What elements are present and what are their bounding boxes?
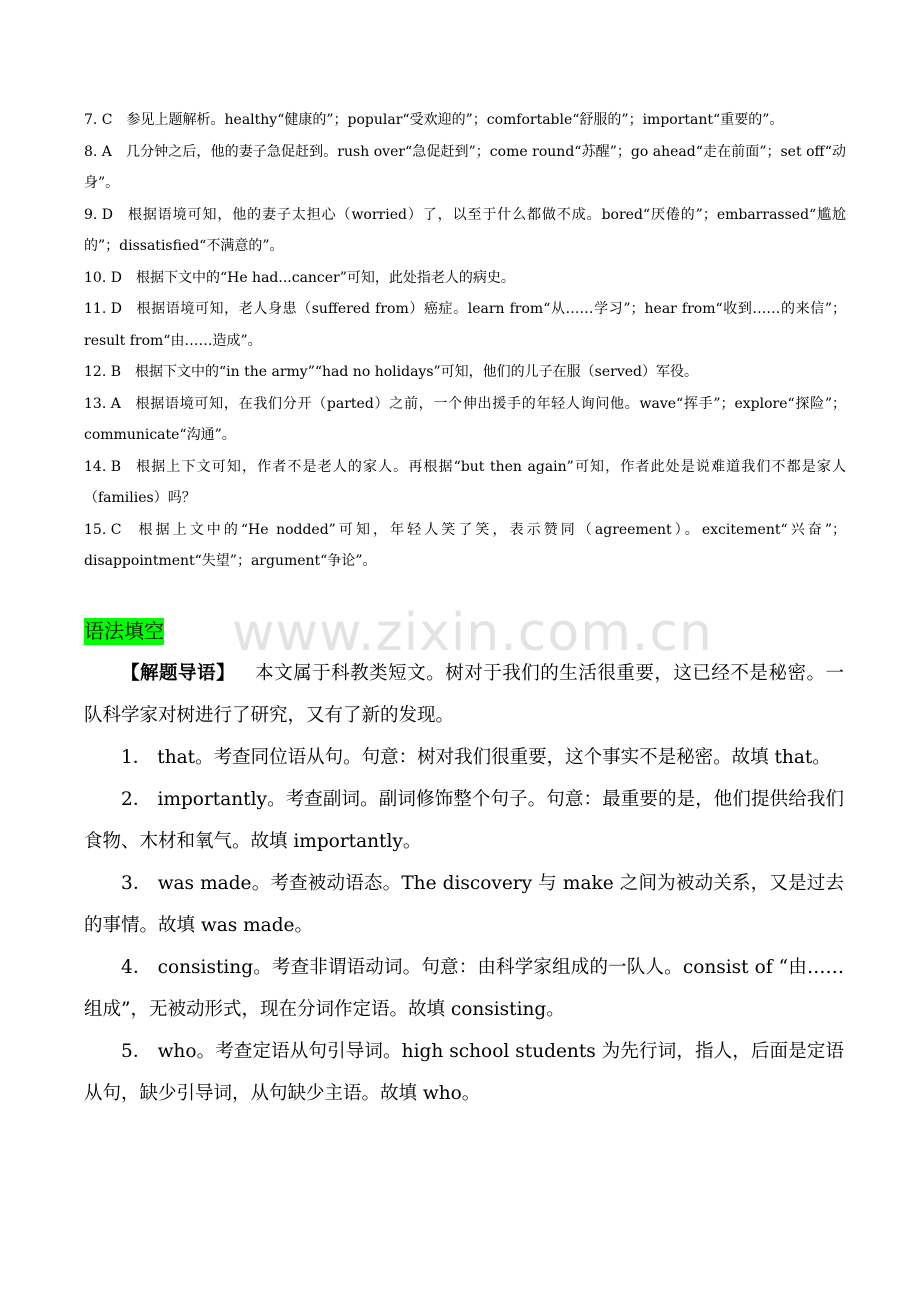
answer-number: 7. C <box>84 112 113 128</box>
answer-number: 13. A <box>84 395 121 412</box>
grammar-fill-section <box>84 618 844 1115</box>
answer-text: 根据下文中的“in the army”“had no holidays”可知，他们的儿子在服（served）军役。 <box>135 364 698 380</box>
answer-text: 根据语境可知，老人身患（suffered from）癌症。learn from“从……学习”；hear from“收到……的来信”；result from“由……造成”。 <box>84 301 846 349</box>
solution-number: 5． <box>121 1041 152 1062</box>
answer-item <box>84 200 846 263</box>
answer-text: 根据上下文可知，作者不是老人的家人。再根据“but then again”可知，作者此处是说难道我们不都是家人（families）吗？ <box>84 458 846 506</box>
solution-item <box>84 1031 844 1115</box>
solution-item <box>84 863 844 947</box>
solution-item <box>84 947 844 1031</box>
section-title: 语法填空 <box>84 619 164 643</box>
answer-number: 11. D <box>84 301 122 317</box>
solution-number: 2． <box>121 789 152 810</box>
answer-text: 根据语境可知，在我们分开（parted）之前，一个伸出援手的年轻人询问他。wave“挥手”；explore“探险”；communicate“沟通”。 <box>84 395 846 443</box>
answer-number: 14. B <box>84 458 122 475</box>
solution-text: importantly。考查副词。副词修饰整个句子。句意：最重要的是，他们提供给我们食物、木材和氧气。故填 importantly。 <box>84 789 844 852</box>
guide-label: 【解题导语】 <box>121 663 236 684</box>
answer-text: 参见上题解析。healthy“健康的”；popular“受欢迎的”；comfortable“舒服的”；important“重要的”。 <box>126 112 784 128</box>
solution-text: that。考查同位语从句。句意：树对我们很重要，这个事实不是秘密。故填 that。 <box>157 747 831 768</box>
solution-item <box>84 737 844 779</box>
answer-item <box>84 294 846 357</box>
guide-text: 本文属于科教类短文。树对于我们的生活很重要，这已经不是秘密。一队科学家对树进行了研究，又有了新的发现。 <box>84 663 844 726</box>
solution-item <box>84 779 844 863</box>
solution-number: 1． <box>121 747 152 768</box>
answer-item <box>84 105 846 137</box>
answer-number: 15. C <box>84 521 122 538</box>
solution-number: 4． <box>121 957 152 978</box>
answer-text: 根据上文中的“He nodded”可知，年轻人笑了笑，表示赞同（agreement）。excitement“兴奋”；disappointment“失望”；argument“争论”。 <box>84 521 846 569</box>
answer-item <box>84 515 846 578</box>
answer-number: 8. A <box>84 143 112 160</box>
answer-text: 根据下文中的“He had...cancer”可知，此处指老人的病史。 <box>135 269 515 286</box>
guide-paragraph <box>84 653 844 737</box>
solution-text: was made。考查被动语态。The discovery 与 make 之间为被动关系，又是过去的事情。故填 was made。 <box>84 873 844 936</box>
answer-item <box>84 389 846 452</box>
answer-item <box>84 452 846 515</box>
answer-number: 9. D <box>84 206 114 223</box>
answer-item <box>84 137 846 200</box>
solution-text: consisting。考查非谓语动词。句意：由科学家组成的一队人。consist of “由……组成”，无被动形式，现在分词作定语。故填 consisting。 <box>84 957 844 1020</box>
answer-explanations <box>84 105 846 578</box>
answer-item <box>84 263 846 295</box>
answer-item <box>84 357 846 389</box>
answer-number: 12. B <box>84 364 122 380</box>
solution-text: who。考查定语从句引导词。high school students 为先行词，指人，后面是定语从句，缺少引导词，从句缺少主语。故填 who。 <box>84 1041 844 1104</box>
watermark: www.zixin.com.cn <box>232 603 713 663</box>
answer-text: 根据语境可知，他的妻子太担心（worried）了，以至于什么都做不成。bored“厌倦的”；embarrassed“尴尬的”；dissatisfied“不满意的”。 <box>84 206 846 254</box>
solution-number: 3． <box>121 873 152 894</box>
answer-text: 几分钟之后，他的妻子急促赶到。rush over“急促赶到”；come round“苏醒”；go ahead“走在前面”；set off“动身”。 <box>84 143 846 191</box>
answer-number: 10. D <box>84 269 122 286</box>
